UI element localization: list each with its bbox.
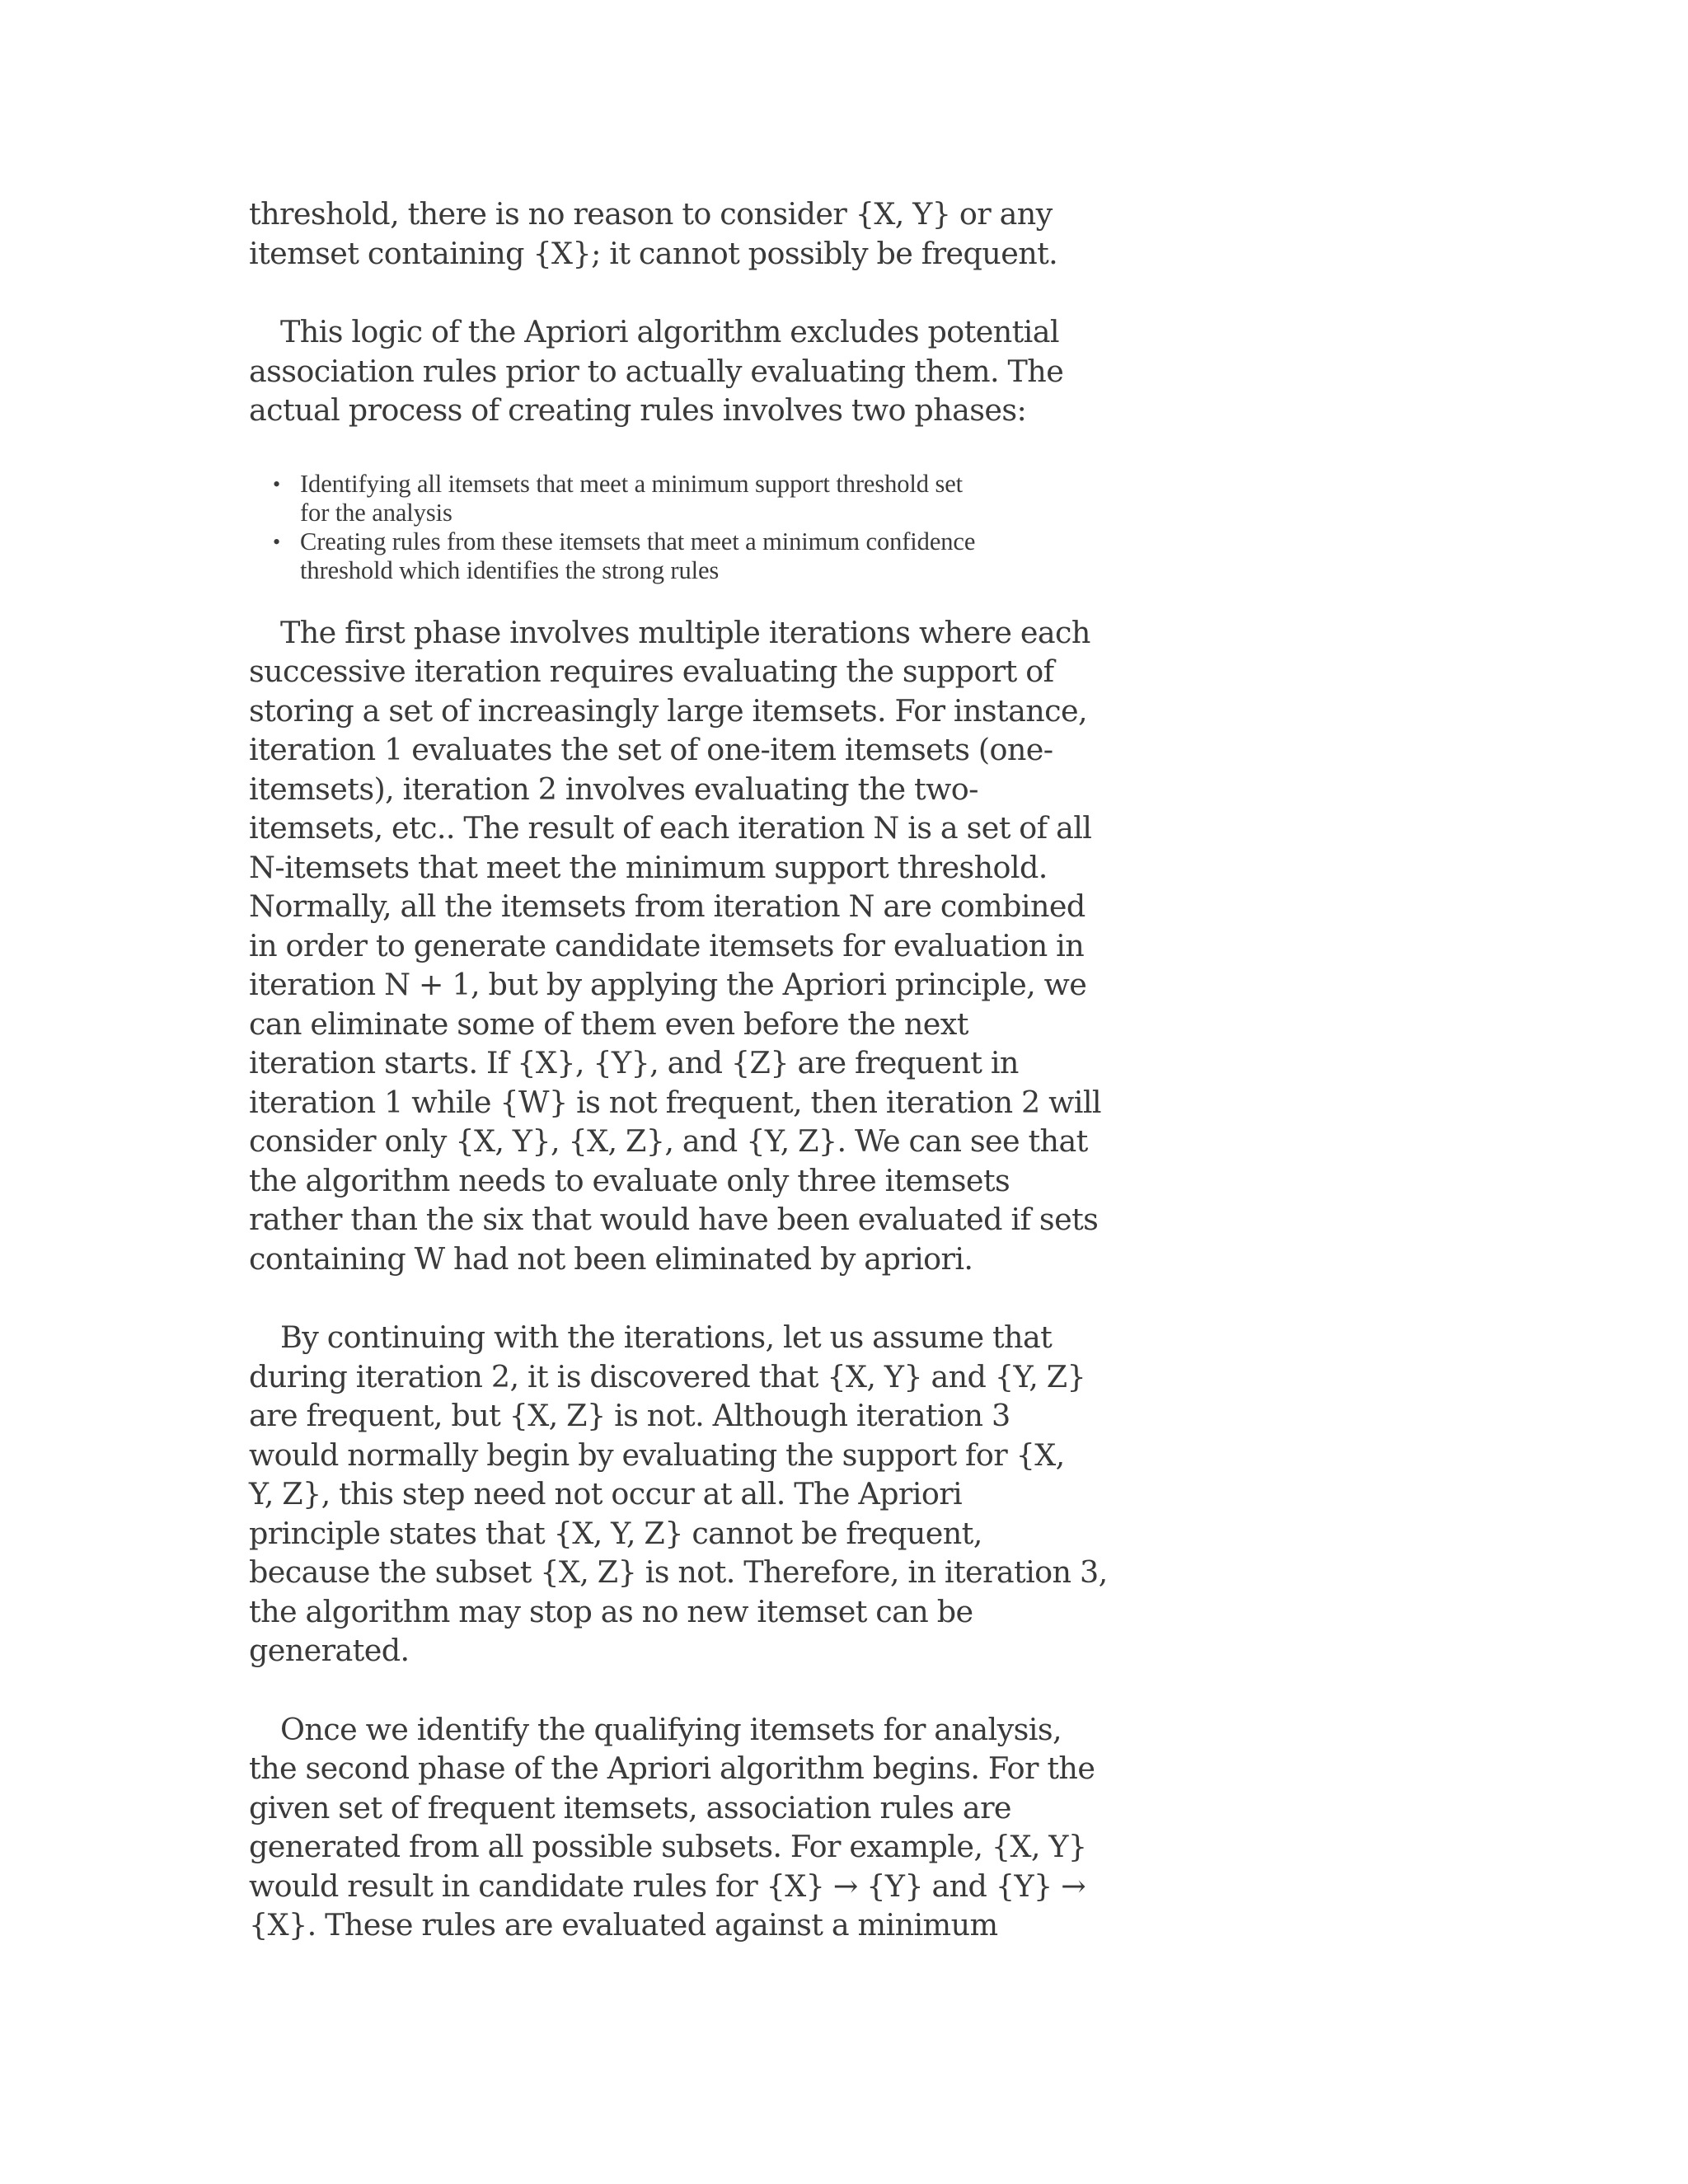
text-line: This logic of the Apriori algorithm excludes potential xyxy=(280,314,1059,349)
text-line: iteration starts. If {X}, {Y}, and {Z} are frequent in xyxy=(249,1045,1019,1080)
list-item xyxy=(273,527,1040,585)
phases-list xyxy=(249,470,1040,585)
text-line: Identifying all itemsets that meet a minimum support threshold set xyxy=(300,469,964,498)
list-item xyxy=(273,469,1040,527)
bullet-icon: • xyxy=(273,471,281,496)
text-line: {X}. These rules are evaluated against a minimum xyxy=(249,1907,998,1943)
text-line: for the analysis xyxy=(300,498,452,527)
text-line: Normally, all the itemsets from iteration N are combined xyxy=(249,888,1085,924)
text-line: the algorithm needs to evaluate only three itemsets xyxy=(249,1162,1010,1198)
text-line: By continuing with the iterations, let us assume that xyxy=(280,1319,1053,1355)
text-line: would result in candidate rules for {X} → {Y} and {Y} → xyxy=(249,1868,1086,1904)
text-line: would normally begin by evaluating the support for {X, xyxy=(249,1436,1065,1473)
text-line: iteration 1 while {W} is not frequent, then iteration 2 will xyxy=(249,1084,1101,1120)
text-line: the second phase of the Apriori algorithm begins. For the xyxy=(249,1750,1095,1786)
text-line: containing W had not been eliminated by apriori. xyxy=(249,1240,973,1277)
paragraph-threshold xyxy=(249,194,1058,273)
text-line: threshold, there is no reason to consider {X, Y} or any xyxy=(249,196,1053,232)
text-line: successive iteration requires evaluating the support of xyxy=(249,654,1054,689)
text-line: itemsets, etc.. The result of each iteration N is a set of all xyxy=(249,810,1092,846)
text-line: iteration 1 evaluates the set of one-item itemsets (one- xyxy=(249,732,1053,767)
text-line: itemset containing {X}; it cannot possibly be frequent. xyxy=(249,235,1058,271)
text-line: Once we identify the qualifying itemsets for analysis, xyxy=(280,1711,1062,1747)
text-line: iteration N + 1, but by applying the Apriori principle, we xyxy=(249,967,1087,1002)
text-line: because the subset {X, Z} is not. Therefore, in iteration 3, xyxy=(249,1554,1108,1590)
text-line: principle states that {X, Y, Z} cannot be frequent, xyxy=(249,1515,982,1551)
text-line: itemsets), iteration 2 involves evaluating the two- xyxy=(249,771,978,807)
paragraph-first-phase xyxy=(249,613,1101,1279)
text-line: storing a set of increasingly large itemsets. For instance, xyxy=(249,692,1088,729)
text-line: generated from all possible subsets. For example, {X, Y} xyxy=(249,1829,1087,1864)
text-line: can eliminate some of them even before the next xyxy=(249,1005,968,1042)
text-line: given set of frequent itemsets, association rules are xyxy=(249,1789,1011,1825)
paragraph-apriori-logic xyxy=(249,312,1064,430)
text-line: in order to generate candidate itemsets for evaluation in xyxy=(249,927,1085,963)
text-line: rather than the six that would have been evaluated if sets xyxy=(249,1202,1099,1237)
bullet-icon: • xyxy=(273,529,281,554)
text-line: generated. xyxy=(249,1633,410,1668)
text-line: consider only {X, Y}, {X, Z}, and {Y, Z}. We can see that xyxy=(249,1123,1088,1159)
text-line: during iteration 2, it is discovered that {X, Y} and {Y, Z} xyxy=(249,1358,1086,1394)
text-line: Y, Z}, this step need not occur at all. The Apriori xyxy=(249,1476,963,1511)
paragraph-second-phase xyxy=(249,1710,1095,1945)
text-line: threshold which identifies the strong rules xyxy=(300,555,720,584)
document-page xyxy=(249,194,1108,1945)
text-line: N-itemsets that meet the minimum support threshold. xyxy=(249,849,1048,885)
text-line: the algorithm may stop as no new itemset can be xyxy=(249,1593,973,1629)
text-line: Creating rules from these itemsets that meet a minimum confidence xyxy=(300,527,976,555)
paragraph-continuing-iterations xyxy=(249,1318,1108,1671)
text-line: The first phase involves multiple iterations where each xyxy=(280,614,1090,650)
text-line: association rules prior to actually evaluating them. The xyxy=(249,353,1064,389)
text-line: actual process of creating rules involves two phases: xyxy=(249,392,1027,428)
text-line: are frequent, but {X, Z} is not. Although iteration 3 xyxy=(249,1398,1010,1433)
